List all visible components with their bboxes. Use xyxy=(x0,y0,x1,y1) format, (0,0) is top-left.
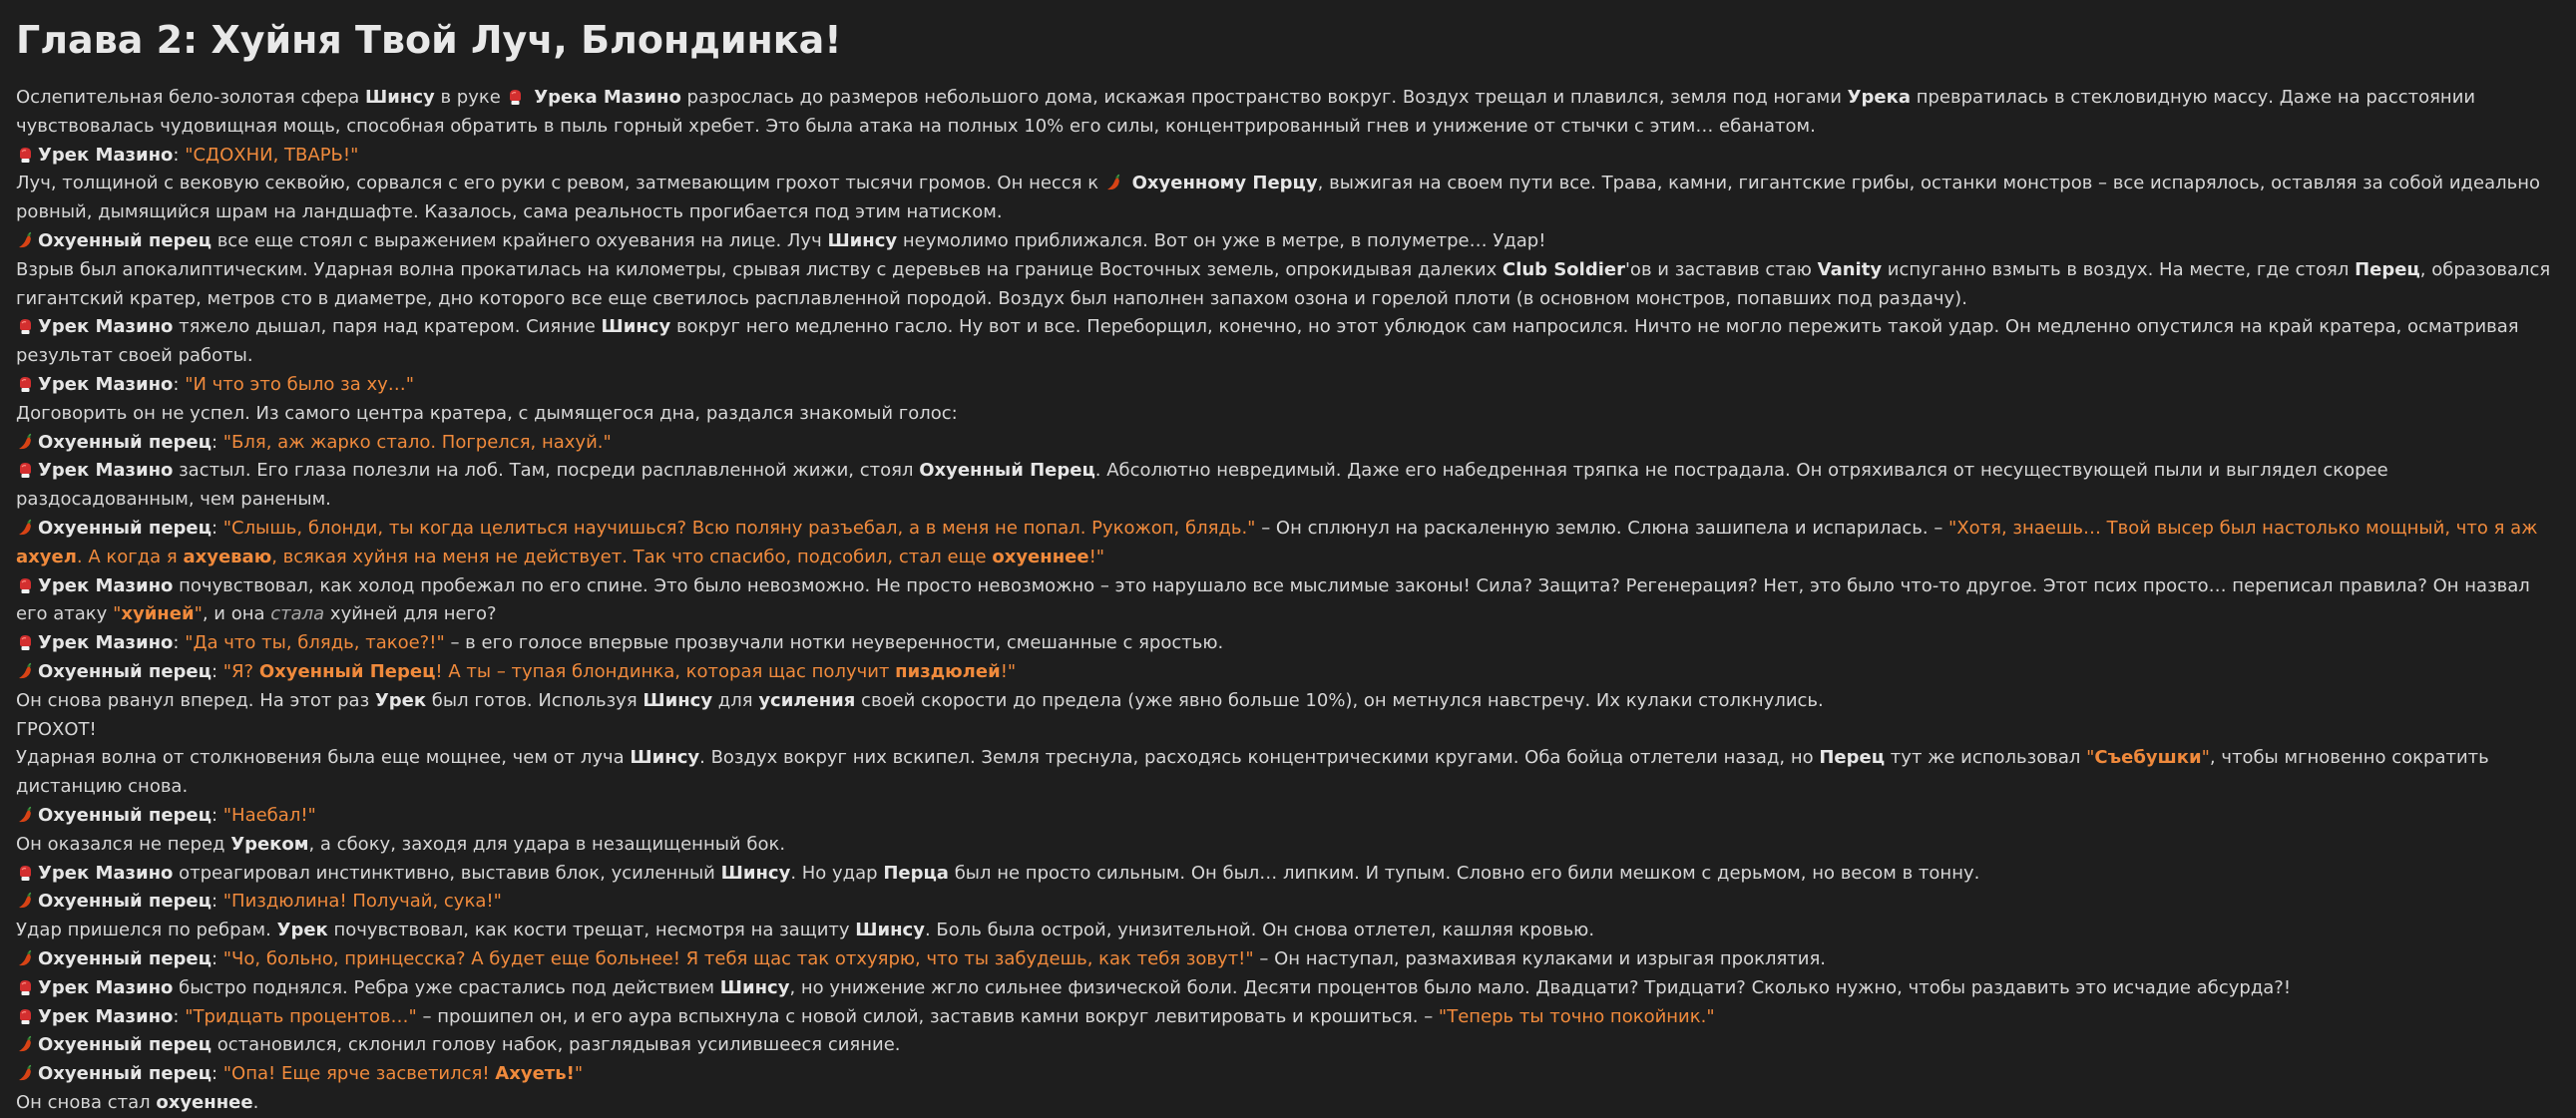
text-run: Луч, толщиной с вековую секвойю, сорвался с его руки с ревом, затмевающим грохот тысячи громов. Он несся к xyxy=(16,173,1104,194)
dialogue-quote: ахуеваю xyxy=(183,546,272,567)
text-run: Он оказался не перед xyxy=(16,833,231,855)
emphasis-name: Урек Мазино xyxy=(38,144,174,166)
dialogue-quote: "Да что ты, блядь, такое?!" xyxy=(185,632,445,654)
emphasis-name: Урека Мазино xyxy=(534,87,681,108)
text-run: : xyxy=(211,517,223,539)
emphasis-name: Урек Мазино xyxy=(38,1005,174,1027)
emphasis-name: Шинсу xyxy=(630,747,700,769)
text-run: : xyxy=(211,431,223,453)
story-paragraph xyxy=(16,945,2564,974)
emphasis-name: Охуенный перец xyxy=(38,804,212,826)
chili-pepper-icon xyxy=(16,1065,34,1084)
story-paragraph xyxy=(16,429,2564,458)
dialogue-quote: "Бля, аж жарко стало. Погрелся, нахуй." xyxy=(222,431,612,453)
story-paragraph xyxy=(16,400,2564,429)
dialogue-quote: " xyxy=(113,603,122,625)
boxing-glove-icon xyxy=(16,147,34,166)
text-run: в руке xyxy=(434,87,507,108)
text-run: : xyxy=(211,804,223,826)
story-paragraph xyxy=(16,917,2564,945)
dialogue-quote: "СДОХНИ, ТВАРЬ!" xyxy=(185,144,359,166)
dialogue-quote: " xyxy=(2086,747,2095,769)
emphasis-name: Урек xyxy=(276,920,328,941)
chapter-title: Глава 2: Хуйня Твой Луч, Блондинка! xyxy=(16,18,842,62)
emphasis-name: Шинсу xyxy=(720,862,791,884)
text-run: – в его голосе впервые прозвучали нотки неуверенности, смешанные с яростью. xyxy=(444,632,1224,654)
chili-pepper-icon xyxy=(16,893,34,912)
chili-pepper-icon xyxy=(16,807,34,826)
text-run: , выжигая на своем пути все. Трава, камни, гигантские грибы, останки монстров – все испарялось, оставляя за собой идеально ровный, дымящийся шрам на ландшафте. Казалось, сама реальность прогибается под этим натиском. xyxy=(16,173,2540,223)
text-run: был готов. Используя xyxy=(426,689,644,711)
boxing-glove-icon xyxy=(16,1008,34,1027)
story-paragraph xyxy=(16,974,2564,1003)
dialogue-quote: Ахуеть! xyxy=(495,1063,575,1085)
dialogue-quote: . А когда я xyxy=(76,546,184,567)
emphasis-name: Перца xyxy=(883,862,949,884)
dialogue-quote: охуеннее xyxy=(992,546,1089,567)
text-run: ГРОХОТ! xyxy=(16,718,97,740)
text-run: – Он сплюнул на раскаленную землю. Слюна зашипела и испарилась. – xyxy=(1255,517,1949,539)
story-paragraph xyxy=(16,744,2564,802)
chili-pepper-icon xyxy=(16,950,34,969)
story-body xyxy=(16,84,2564,1118)
emphasis-name: Шинсу xyxy=(827,229,898,251)
text-run: был не просто сильным. Он был… липким. И тупым. Словно его били мешком с дерьмом, но весом в тонну. xyxy=(948,862,1980,884)
dialogue-quote: "Слышь, блонди, ты когда целиться научишься? Всю поляну разъебал, а в меня не попал. Рукожоп, блядь." xyxy=(222,517,1256,539)
text-run: Ослепительная бело-золотая сфера xyxy=(16,87,366,108)
emphasis-name: Охуенный перец xyxy=(38,891,212,913)
text-run: хуйней для него? xyxy=(324,603,497,625)
text-run: : xyxy=(211,891,223,913)
dialogue-quote: "Тридцать процентов…" xyxy=(185,1005,417,1027)
story-paragraph xyxy=(16,687,2564,716)
text-run: . xyxy=(252,1091,259,1113)
story-paragraph xyxy=(16,888,2564,917)
story-paragraph xyxy=(16,831,2564,860)
text-run: : xyxy=(211,947,223,969)
boxing-glove-icon xyxy=(16,634,34,653)
text-run: превратилась в стекловидную массу. Даже на расстоянии чувствовалась чудовищная мощь, способная обратить в пыль горный хребет. Это была атака на полных 10% его силы, концентрированный гнев и унижение от стычки с этим… ебанатом. xyxy=(16,87,2476,137)
boxing-glove-icon xyxy=(16,376,34,395)
story-paragraph xyxy=(16,658,2564,687)
emphasis-name: Урек xyxy=(374,689,427,711)
text-run: , но унижение жгло сильнее физической боли. Десяти процентов было мало. Двадцати? Тридцати? Сколько нужно, чтобы раздавить это исчадие абсурда?! xyxy=(789,976,2292,998)
dialogue-quote: " xyxy=(574,1063,584,1085)
text-run: Ударная волна от столкновения была еще мощнее, чем от луча xyxy=(16,747,631,769)
emphasis-name: Урек Мазино xyxy=(38,976,174,998)
emphasis-name: Урек Мазино xyxy=(38,316,174,338)
text-run: тяжело дышал, паря над кратером. Сияние xyxy=(173,316,602,338)
dialogue-quote: , всякая хуйня на меня не действует. Так что спасибо, подсобил, стал еще xyxy=(271,546,993,567)
dialogue-quote: "Наебал!" xyxy=(222,804,316,826)
text-run: отреагировал инстинктивно, выставив блок, усиленный xyxy=(173,862,721,884)
text-run: неумолимо приближался. Вот он уже в метре, в полуметре… Удар! xyxy=(897,229,1546,251)
text-run: Договорить он не успел. Из самого центра кратера, с дымящегося дна, раздался знакомый голос: xyxy=(16,402,958,424)
boxing-glove-icon xyxy=(507,89,525,108)
text-run: , образовался гигантский кратер, метров сто в диаметре, дно которого все еще светилось расплавленной породой. Воздух был наполнен запахом озона и горелой плоти (в основном монстров, попавших под раздачу). xyxy=(16,258,2551,309)
text-run: для xyxy=(712,689,759,711)
text-run: разрослась до размеров небольшого дома, искажая пространство вокруг. Воздух трещал и плавился, земля под ногами xyxy=(680,87,1848,108)
text-run: . Но удар xyxy=(790,862,884,884)
emphasis-name: Перец xyxy=(2355,258,2420,280)
story-paragraph xyxy=(16,142,2564,171)
text-run: : xyxy=(211,660,223,682)
text-run: : xyxy=(173,1005,186,1027)
dialogue-quote: "Чо, больно, принцесска? А будет еще больнее! Я тебя щас так отхуярю, что ты забудешь, как тебя зовут!" xyxy=(222,947,1254,969)
emphasis-name: Шинсу xyxy=(601,316,671,338)
text-run: тут же использовал xyxy=(1885,747,2087,769)
story-paragraph xyxy=(16,1031,2564,1060)
story-paragraph xyxy=(16,84,2564,142)
text-run: : xyxy=(211,1063,223,1085)
dialogue-quote: !" xyxy=(1088,546,1105,567)
text-run: остановился, склонил голову набок, разглядывая усилившееся сияние. xyxy=(211,1034,901,1056)
dialogue-quote: "Хотя, знаешь… Твой высер был настолько мощный, что я аж xyxy=(1948,517,2538,539)
dialogue-quote: "Я? xyxy=(222,660,259,682)
story-paragraph xyxy=(16,256,2564,314)
emphasis-name: Охуенный перец xyxy=(38,431,212,453)
text-run: . Абсолютно невредимый. Даже его набедренная тряпка не пострадала. Он отряхивался от несуществующей пыли и выглядел скорее раздосадованным, чем раненым. xyxy=(16,460,2388,511)
text-run: : xyxy=(173,373,186,395)
emphasis-name: Охуенный перец xyxy=(38,1034,212,1056)
emphasis-name: Охуенный перец xyxy=(38,517,212,539)
dialogue-quote: "Пиздюлина! Получай, сука!" xyxy=(222,891,502,913)
text-run: Он снова стал xyxy=(16,1091,157,1113)
story-paragraph xyxy=(16,515,2564,572)
text-run: все еще стоял с выражением крайнего охуевания на лице. Луч xyxy=(211,229,828,251)
text-run: испуганно взмыть в воздух. На месте, где стоял xyxy=(1882,258,2356,280)
text-run: : xyxy=(173,144,186,166)
story-paragraph xyxy=(16,860,2564,889)
story-paragraph xyxy=(16,457,2564,515)
emphasis-name: Урека xyxy=(1847,87,1912,108)
chili-pepper-icon xyxy=(16,1036,34,1055)
emphasis-name: Шинсу xyxy=(855,920,925,941)
story-paragraph xyxy=(16,802,2564,831)
story-paragraph xyxy=(16,1060,2564,1089)
emphasis-name: Урек Мазино xyxy=(38,862,174,884)
text-run: , чтобы мгновенно сократить дистанцию снова. xyxy=(16,747,2489,798)
emphasis-name: Vanity xyxy=(1817,258,1883,280)
text-run: – Он наступал, размахивая кулаками и изрыгая проклятия. xyxy=(1253,947,1827,969)
text-run: . Воздух вокруг них вскипел. Земля треснула, расходясь концентрическими кругами. Оба бойца отлетели назад, но xyxy=(699,747,1820,769)
text-run: . Боль была острой, унизительной. Он снова отлетел, кашляя кровью. xyxy=(924,920,1595,941)
emphasis-name: Охуенный перец xyxy=(38,1063,212,1085)
emphasis-name: охуеннее xyxy=(156,1091,253,1113)
text-run: : xyxy=(173,632,186,654)
story-paragraph xyxy=(16,1089,2564,1118)
text-run: 'ов и заставив стаю xyxy=(1624,258,1818,280)
emphasis-name: Урек Мазино xyxy=(38,460,174,482)
dialogue-quote: "Опа! Еще ярче засветился! xyxy=(222,1063,496,1085)
text-run: , а сбоку, заходя для удара в незащищенный бок. xyxy=(308,833,786,855)
text-run: – прошипел он, и его аура вспыхнула с новой силой, заставив камни вокруг левитировать и крошиться. – xyxy=(416,1005,1439,1027)
boxing-glove-icon xyxy=(16,865,34,884)
boxing-glove-icon xyxy=(16,979,34,998)
emphasis-name: Охуенному Перцу xyxy=(1131,173,1318,194)
emphasis-name: Club Soldier xyxy=(1502,258,1625,280)
italic-emphasis: стала xyxy=(270,603,325,625)
chili-pepper-icon xyxy=(16,232,34,251)
story-paragraph xyxy=(16,313,2564,371)
chili-pepper-icon xyxy=(1104,175,1122,193)
emphasis-name: Охуенный перец xyxy=(38,229,212,251)
dialogue-quote: пиздюлей xyxy=(895,660,1001,682)
boxing-glove-icon xyxy=(16,462,34,481)
emphasis-name: Охуенный Перец xyxy=(919,460,1095,482)
chili-pepper-icon xyxy=(16,663,34,682)
dialogue-quote: Охуенный Перец xyxy=(258,660,436,682)
text-run: , и она xyxy=(202,603,271,625)
dialogue-quote: !" xyxy=(1000,660,1017,682)
text-run: Удар пришелся по ребрам. xyxy=(16,920,277,941)
dialogue-quote: " xyxy=(2201,747,2210,769)
emphasis-name: Шинсу xyxy=(643,689,713,711)
emphasis-name: Шинсу xyxy=(719,976,790,998)
text-run: Он снова рванул вперед. На этот раз xyxy=(16,689,375,711)
story-paragraph xyxy=(16,716,2564,745)
story-paragraph xyxy=(16,1003,2564,1032)
dialogue-quote: "И что это было за ху…" xyxy=(185,373,415,395)
chili-pepper-icon xyxy=(16,520,34,539)
story-paragraph xyxy=(16,371,2564,400)
text-run: Взрыв был апокалиптическим. Ударная волна прокатилась на километры, срывая листву с деревьев на границе Восточных земель, опрокидывая далеких xyxy=(16,258,1503,280)
dialogue-quote: хуйней xyxy=(121,603,195,625)
text-run: почувствовал, как холод пробежал по его спине. Это было невозможно. Не просто невозможно – это нарушало все мыслимые законы! Сила? Защита? Регенерация? Нет, это было что-то другое. Этот псих просто… переписал правила? Он назвал его атаку xyxy=(16,574,2530,625)
story-paragraph xyxy=(16,227,2564,256)
text-run: застыл. Его глаза полезли на лоб. Там, посреди расплавленной жижи, стоял xyxy=(173,460,920,482)
emphasis-name: Урек Мазино xyxy=(38,632,174,654)
emphasis-name: Шинсу xyxy=(365,87,435,108)
emphasis-name: усиления xyxy=(758,689,856,711)
emphasis-name: Урек Мазино xyxy=(38,373,174,395)
dialogue-quote: " xyxy=(194,603,203,625)
story-paragraph xyxy=(16,629,2564,658)
story-paragraph xyxy=(16,572,2564,630)
emphasis-name: Охуенный перец xyxy=(38,947,212,969)
text-run: вокруг него медленно гасло. Ну вот и все. Переборщил, конечно, но этот ублюдок сам напросился. Ничто не могло пережить такой удар. Он медленно опустился на край кратера, осматривая результат своей работы. xyxy=(16,316,2519,367)
chili-pepper-icon xyxy=(16,434,34,453)
text-run: быстро поднялся. Ребра уже срастались под действием xyxy=(173,976,720,998)
dialogue-quote: ! А ты – тупая блондинка, которая щас получит xyxy=(435,660,896,682)
boxing-glove-icon xyxy=(16,318,34,337)
text-run: почувствовал, как кости трещат, несмотря на защиту xyxy=(327,920,856,941)
text-run: своей скорости до предела (уже явно больше 10%), он метнулся навстречу. Их кулаки столкнулись. xyxy=(855,689,1824,711)
emphasis-name: Урек Мазино xyxy=(38,574,174,596)
boxing-glove-icon xyxy=(16,577,34,596)
emphasis-name: Перец xyxy=(1819,747,1886,769)
emphasis-name: Уреком xyxy=(230,833,309,855)
dialogue-quote: ахуел xyxy=(16,546,77,567)
dialogue-quote: "Теперь ты точно покойник." xyxy=(1438,1005,1715,1027)
story-paragraph xyxy=(16,170,2564,227)
emphasis-name: Охуенный перец xyxy=(38,660,212,682)
dialogue-quote: Съебушки xyxy=(2094,747,2202,769)
